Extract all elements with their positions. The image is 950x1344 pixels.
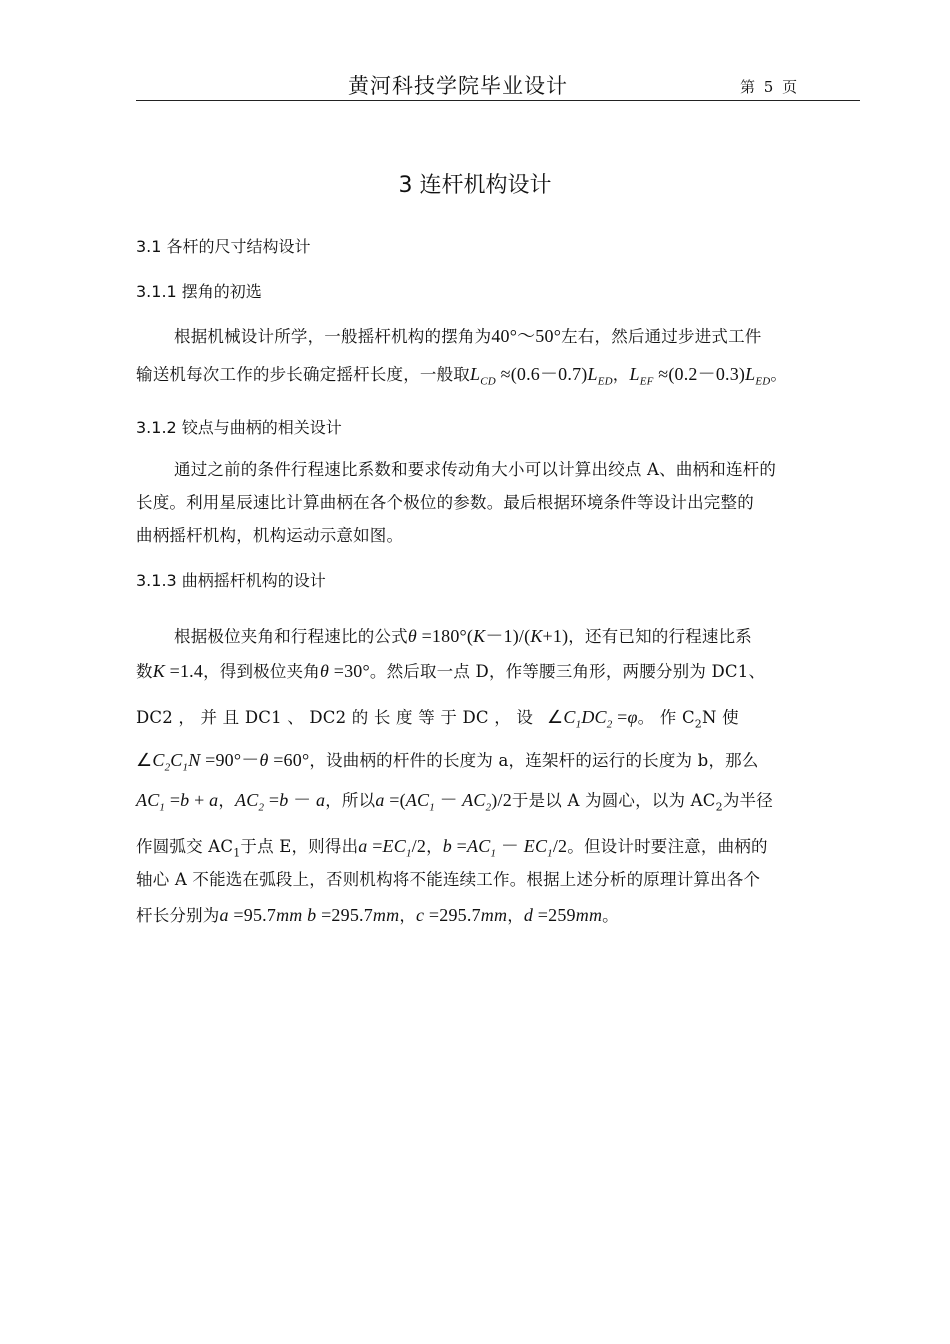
page-number: 第 5 页: [740, 78, 798, 96]
formula-theta-value: θ =30°: [319, 661, 370, 681]
formula-lcd: $L_{CD} \approx(0.6-0.7)L_{ED}$: [470, 364, 613, 388]
formula-angle-c2c1n: $\angle C_2C_1N =90^\circ-\theta =60^\circ$: [136, 750, 310, 774]
header-title: 黄河科技学院毕业设计: [348, 74, 568, 98]
formula-swing-angle: 40°～50°: [491, 326, 562, 346]
text: ，还有已知的行程速比系: [568, 627, 752, 646]
formula-theta: θ =180°(K－1)/(K+1): [407, 626, 569, 646]
paragraph-swing-angle: 根据机械设计所学，一般摇杆机构的摆角为40°～50°左右，然后通过步进式工件 输送机每次工作的步长确定摇杆长度，一般取$L_{CD} \approx(0.6-0.7)L_{ED}$，$L_{EF} \approx(0.2-0.3)L_{ED}$。: [136, 326, 788, 388]
section-heading-3-1-1: 3.1.1 摆角的初选: [136, 282, 262, 301]
text: 杆长分别为: [136, 906, 220, 925]
text: 于是以 A 为圆心，以为 AC: [511, 791, 716, 810]
page-header: [136, 66, 860, 101]
text: 根据机械设计所学，一般摇杆机构的摆角为: [174, 327, 492, 346]
formula-d: d =259mm: [523, 905, 603, 925]
text: 根据极位夹角和行程速比的公式: [174, 627, 408, 646]
text: 输送机每次工作的步长确定摇杆长度，一般取: [136, 365, 470, 384]
text: ，所以: [325, 791, 376, 810]
formula-ac2: $AC_2 =b - a$: [235, 790, 326, 814]
text: ，设曲柄的杆件的长度为 a，连架杆的运行的长度为 b，那么: [309, 751, 759, 770]
paragraph-crank-rocker: 根据极位夹角和行程速比的公式θ =180°(K－1)/(K+1)，还有已知的行程速比系 数K =1.4，得到极位夹角θ =30°。然后取一点 D，作等腰三角形，两腰分别为 DC1、 DC2 ， 并 且 DC1 、 DC2 的 长 度 等 于 DC ， 设 $\angle C_1DC_2 =\varphi$。 作 $C_2N$ 使 $\angle C_2C_1N =90^\circ-\theta =60^\circ$，设曲柄的杆件的长度为 a，连架杆的运行的长度为 b，那么 $AC_1 =b + a$，$AC_2 =b - a$，所以$a =(AC_1 - AC_2)/2$于是以 A 为圆心，以为 $AC_2$为半径 作圆弧交 $AC_1$于点 E，则得出$a =EC_1/2$，$b =AC_1 - EC_1/2$。但设计时要注意，曲柄的 轴心 A 不能选在弧段上，否则机构将不能连续工作。根据上述分析的原理计算出各个 杆长分别为a =95.7mm b =295.7mm，c =295.7mm，d =259mm。: [136, 610, 860, 940]
formula-lengths: a =95.7mm b =295.7mm: [219, 905, 400, 925]
formula-b: $b =AC_1 - EC_1/2$: [442, 836, 568, 860]
text: 。但设计时要注意，曲柄的: [567, 837, 768, 856]
formula-c: c =295.7mm: [416, 905, 508, 925]
formula-a-ec1: $a =EC_1/2$: [358, 836, 427, 860]
text: 轴心 A 不能选在弧段上，否则机构将不能连续工作。根据上述分析的原理计算出各个: [136, 870, 761, 889]
formula-lef: $L_{EF} \approx(0.2-0.3)L_{ED}$: [629, 364, 771, 388]
text: DC2 ， 并 且 DC1 、 DC2 的 长 度 等 于 DC ， 设: [136, 708, 534, 727]
text: 作圆弧交 AC: [136, 837, 234, 856]
formula-ac1: $AC_1 =b + a$: [136, 790, 219, 814]
text: N 使: [701, 708, 739, 727]
text: 左右，然后通过步进式工件: [561, 327, 762, 346]
chapter-title: 3 连杆机构设计: [398, 173, 552, 198]
text: 数: [136, 662, 153, 681]
text: 。 作 C: [637, 708, 695, 727]
paragraph-hinge-crank: [136, 456, 860, 552]
formula-angle-c1dc2: $\angle C_1DC_2 =\varphi$: [547, 707, 638, 731]
section-heading-3-1: 3.1 各杆的尺寸结构设计: [136, 237, 311, 256]
formula-k: K =1.4: [152, 661, 204, 681]
text: 长度。利用星辰速比计算曲柄在各个极位的参数。最后根据环境条件等设计出完整的: [136, 493, 754, 512]
text: 。: [602, 906, 619, 925]
section-heading-3-1-3: 3.1.3 曲柄摇杆机构的设计: [136, 571, 326, 590]
text: 。然后取一点 D，作等腰三角形，两腰分别为 DC1、: [369, 662, 766, 681]
formula-a: $a =(AC_1 - AC_2)/2$: [375, 790, 512, 814]
text: 通过之前的条件行程速比系数和要求传动角大小可以计算出绞点 A、曲柄和连杆的: [174, 460, 777, 479]
section-heading-3-1-2: 3.1.2 铰点与曲柄的相关设计: [136, 418, 342, 437]
text: 。: [770, 365, 788, 384]
text: 于点 E，则得出: [240, 837, 359, 856]
text: ，得到极位夹角: [203, 662, 320, 681]
text: 为半径: [722, 791, 773, 810]
text: 曲柄摇杆机构，机构运动示意如图。: [136, 526, 404, 545]
